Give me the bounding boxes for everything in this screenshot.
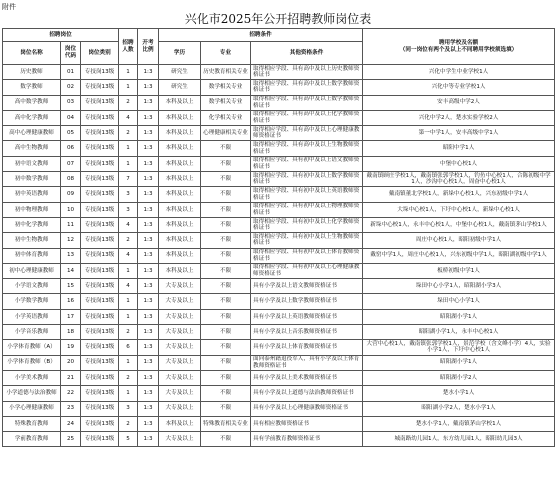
ratio-cell: 1:3 (138, 416, 159, 431)
other-conditions-cell: 取得相应学段、具有初中及以上物理教师资格证书 (251, 202, 363, 217)
header-condition-group: 招聘条件 (159, 29, 363, 42)
education-cell: 大专及以上 (159, 355, 201, 370)
post-name-cell: 初中数学教师 (3, 172, 61, 187)
ratio-cell: 1:3 (138, 325, 159, 340)
ratio-cell: 1:3 (138, 263, 159, 278)
header-major: 专业 (201, 42, 251, 65)
post-type-cell: 专技岗13级 (81, 80, 119, 95)
other-conditions-cell: 取得相应学段、具有初中及以上语文教师资格证书 (251, 156, 363, 171)
count-cell: 2 (119, 233, 138, 248)
school-cell: 大垛中心校1人，下圩中心校1人，新垛中心校1人 (363, 202, 555, 217)
post-type-cell: 专技岗13级 (81, 325, 119, 340)
post-name-cell: 初中体育教师 (3, 248, 61, 263)
count-cell: 2 (119, 126, 138, 141)
ratio-cell: 1:3 (138, 279, 159, 294)
post-type-cell: 专技岗13级 (81, 202, 119, 217)
school-cell: 昭阳中学1人 (363, 141, 555, 156)
table-row (3, 355, 555, 370)
table-row (3, 279, 555, 294)
school-cell: 昭阳湖小学1人，永丰中心校1人 (363, 325, 555, 340)
ratio-cell: 1:3 (138, 187, 159, 202)
other-conditions-cell: 取得相应学段、具有初中及以上体育教师资格证书 (251, 248, 363, 263)
count-cell: 4 (119, 279, 138, 294)
post-code-cell: 25 (61, 432, 81, 447)
major-cell: 数学相关专业 (201, 95, 251, 110)
count-cell: 5 (119, 432, 138, 447)
post-name-cell: 初中语文教师 (3, 156, 61, 171)
table-row (3, 233, 555, 248)
ratio-cell: 1:3 (138, 340, 159, 355)
post-name-cell: 小学英语教师 (3, 309, 61, 324)
post-name-cell: 高中化学教师 (3, 110, 61, 125)
post-code-cell: 02 (61, 80, 81, 95)
other-conditions-cell: 取得相应学段、具有初中及以上化学教师资格证书 (251, 217, 363, 232)
post-code-cell: 10 (61, 202, 81, 217)
post-code-cell: 21 (61, 370, 81, 385)
post-code-cell: 06 (61, 141, 81, 156)
major-cell: 心理健康相关专业 (201, 126, 251, 141)
other-conditions-cell: 取得相应学段、具有初中及以上数学教师资格证书 (251, 172, 363, 187)
school-cell: 昭阳湖小学1人 (363, 309, 555, 324)
header-post-group: 招聘岗位 (3, 29, 119, 42)
ratio-cell: 1:3 (138, 110, 159, 125)
post-name-cell: 小学心理健康教师 (3, 401, 61, 416)
other-conditions-cell: 取得相应学段、具有高中及以上数学教师资格证书 (251, 80, 363, 95)
count-cell: 6 (119, 340, 138, 355)
ratio-cell: 1:3 (138, 217, 159, 232)
count-cell: 1 (119, 156, 138, 171)
table-row (3, 126, 555, 141)
header-ratio: 开考比例 (138, 29, 159, 65)
table-row (3, 386, 555, 401)
post-type-cell: 专技岗13级 (81, 187, 119, 202)
other-conditions-cell: 具有小学及以上音乐教师资格证书 (251, 325, 363, 340)
post-code-cell: 08 (61, 172, 81, 187)
major-cell: 特殊教育相关专业 (201, 416, 251, 431)
school-cell: 城南路幼儿园1人，东方幼儿园1人，昭阳幼儿园3人 (363, 432, 555, 447)
post-name-cell: 初中化学教师 (3, 217, 61, 232)
count-cell: 2 (119, 325, 138, 340)
table-row (3, 217, 555, 232)
major-cell: 不限 (201, 187, 251, 202)
post-code-cell: 16 (61, 294, 81, 309)
table-row (3, 370, 555, 385)
count-cell: 2 (119, 370, 138, 385)
education-cell: 大专及以上 (159, 309, 201, 324)
ratio-cell: 1:3 (138, 156, 159, 171)
count-cell: 3 (119, 202, 138, 217)
post-name-cell: 小学道德与法治教师 (3, 386, 61, 401)
post-name-cell: 小学美术教师 (3, 370, 61, 385)
post-code-cell: 12 (61, 233, 81, 248)
post-code-cell: 18 (61, 325, 81, 340)
post-code-cell: 23 (61, 401, 81, 416)
post-type-cell: 专技岗13级 (81, 294, 119, 309)
other-conditions-cell: 取得相应学段、具有初中及以上英语教师资格证书 (251, 187, 363, 202)
ratio-cell: 1:3 (138, 95, 159, 110)
ratio-cell: 1:3 (138, 65, 159, 80)
table-row (3, 416, 555, 431)
count-cell: 1 (119, 80, 138, 95)
header-education: 学历 (159, 42, 201, 65)
major-cell: 不限 (201, 233, 251, 248)
post-type-cell: 专技岗13级 (81, 217, 119, 232)
header-school-title: 聘用学校及名额 (438, 39, 479, 46)
post-name-cell: 初中物理教师 (3, 202, 61, 217)
other-conditions-cell: 取得相应学段、具有高中及以上历史教师资格证书 (251, 65, 363, 80)
table-row (3, 263, 555, 278)
table-row (3, 401, 555, 416)
other-conditions-cell: 取得相应学段、具有初中及以上心理健康教师资格证书 (251, 263, 363, 278)
major-cell: 数学相关专业 (201, 80, 251, 95)
major-cell: 不限 (201, 309, 251, 324)
school-cell: 第一中学1人，安丰高级中学1人 (363, 126, 555, 141)
post-type-cell: 专技岗13级 (81, 263, 119, 278)
major-cell: 不限 (201, 340, 251, 355)
table-row (3, 156, 555, 171)
education-cell: 本科及以上 (159, 141, 201, 156)
count-cell: 1 (119, 263, 138, 278)
other-conditions-cell: 具有学前教育教师资格证书 (251, 432, 363, 447)
school-cell: 昭阳湖小学1人 (363, 355, 555, 370)
major-cell: 不限 (201, 172, 251, 187)
post-code-cell: 19 (61, 340, 81, 355)
table-row (3, 95, 555, 110)
count-cell: 3 (119, 187, 138, 202)
ratio-cell: 1:3 (138, 248, 159, 263)
major-cell: 不限 (201, 355, 251, 370)
post-code-cell: 09 (61, 187, 81, 202)
education-cell: 本科及以上 (159, 263, 201, 278)
post-code-cell: 22 (61, 386, 81, 401)
table-row (3, 172, 555, 187)
other-conditions-cell: 具有小学及以上数学教师资格证书 (251, 294, 363, 309)
education-cell: 本科及以上 (159, 416, 201, 431)
education-cell: 本科及以上 (159, 187, 201, 202)
header-post-code: 岗位代码 (61, 42, 81, 65)
education-cell: 大专及以上 (159, 294, 201, 309)
school-cell: 兴化中等专业学校1人 (363, 80, 555, 95)
table-row (3, 202, 555, 217)
post-name-cell: 初中英语教师 (3, 187, 61, 202)
post-type-cell: 专技岗13级 (81, 95, 119, 110)
school-cell: 垛田中心小学1人 (363, 294, 555, 309)
education-cell: 本科及以上 (159, 110, 201, 125)
school-cell: 戴窑中学1人，周庄中心校1人，兴东初级中学1人，昭阳湖初级中学1人 (363, 248, 555, 263)
school-cell: 楚水小学1人 (363, 386, 555, 401)
post-type-cell: 专技岗13级 (81, 340, 119, 355)
education-cell: 本科及以上 (159, 233, 201, 248)
post-code-cell: 01 (61, 65, 81, 80)
other-conditions-cell: 取得相应学段、具有高中及以上心理健康教师资格证书 (251, 126, 363, 141)
education-cell: 大专及以上 (159, 432, 201, 447)
table-row (3, 248, 555, 263)
other-conditions-cell: 具有小学及以上英语教师资格证书 (251, 309, 363, 324)
education-cell: 本科及以上 (159, 95, 201, 110)
post-type-cell: 专技岗13级 (81, 416, 119, 431)
education-cell: 本科及以上 (159, 202, 201, 217)
table-row (3, 65, 555, 80)
other-conditions-cell: 具有小学及以上体育教师资格证书 (251, 340, 363, 355)
ratio-cell: 1:3 (138, 80, 159, 95)
major-cell: 不限 (201, 202, 251, 217)
education-cell: 大专及以上 (159, 325, 201, 340)
major-cell: 不限 (201, 325, 251, 340)
education-cell: 大专及以上 (159, 279, 201, 294)
post-name-cell: 小学数学教师 (3, 294, 61, 309)
table-row (3, 432, 555, 447)
other-conditions-cell: 取得相应学段、具有高中及以上化学教师资格证书 (251, 110, 363, 125)
post-name-cell: 高中数学教师 (3, 95, 61, 110)
post-code-cell: 13 (61, 248, 81, 263)
table-row (3, 141, 555, 156)
post-name-cell: 小学体育教师（A） (3, 340, 61, 355)
post-name-cell: 学前教育教师 (3, 432, 61, 447)
other-conditions-cell: 具有相应教师资格证书 (251, 416, 363, 431)
major-cell: 不限 (201, 279, 251, 294)
school-cell: 戴南镇顾庄学校1人，戴南镇张郭学校1人，钓鱼中心校1人，合陈初级中学1人，沙沟中心校1人，周奋中心校1人 (363, 172, 555, 187)
count-cell: 7 (119, 172, 138, 187)
table-row (3, 80, 555, 95)
post-code-cell: 24 (61, 416, 81, 431)
post-type-cell: 专技岗13级 (81, 233, 119, 248)
table-row (3, 110, 555, 125)
education-cell: 大专及以上 (159, 370, 201, 385)
post-type-cell: 专技岗13级 (81, 141, 119, 156)
post-name-cell: 初中生物教师 (3, 233, 61, 248)
school-cell: 楚水小学1人，戴南镇茅山学校1人 (363, 416, 555, 431)
post-type-cell: 专技岗13级 (81, 248, 119, 263)
header-school (363, 29, 555, 65)
ratio-cell: 1:3 (138, 233, 159, 248)
count-cell: 4 (119, 217, 138, 232)
school-cell: 昭阳湖小学2人 (363, 370, 555, 385)
school-cell: 新垛中心校1人，永丰中心校1人，中堡中心校1人，戴南镇茅山学校1人 (363, 217, 555, 232)
header-other-conditions: 其他资格条件 (251, 42, 363, 65)
major-cell: 不限 (201, 370, 251, 385)
ratio-cell: 1:3 (138, 386, 159, 401)
count-cell: 1 (119, 65, 138, 80)
count-cell: 1 (119, 294, 138, 309)
education-cell: 本科及以上 (159, 248, 201, 263)
school-cell: 安丰高级中学2人 (363, 95, 555, 110)
education-cell: 本科及以上 (159, 172, 201, 187)
major-cell: 不限 (201, 432, 251, 447)
school-cell: 戴南镇董北学校1人，新垛中心校1人，兴东初级中学1人 (363, 187, 555, 202)
ratio-cell: 1:3 (138, 202, 159, 217)
table-row (3, 340, 555, 355)
ratio-cell: 1:3 (138, 432, 159, 447)
post-type-cell: 专技岗13级 (81, 355, 119, 370)
header-post-type: 岗位类别 (81, 42, 119, 65)
count-cell: 2 (119, 95, 138, 110)
ratio-cell: 1:3 (138, 294, 159, 309)
ratio-cell: 1:3 (138, 141, 159, 156)
post-type-cell: 专技岗13级 (81, 172, 119, 187)
page-title: 兴化市2025年公开招聘教师岗位表 (184, 12, 372, 26)
post-type-cell: 专技岗13级 (81, 279, 119, 294)
education-cell: 研究生 (159, 80, 201, 95)
post-code-cell: 14 (61, 263, 81, 278)
education-cell: 大专及以上 (159, 340, 201, 355)
education-cell: 研究生 (159, 65, 201, 80)
school-cell: 昭阳湖小学2人，楚水小学1人 (363, 401, 555, 416)
education-cell: 大专及以上 (159, 401, 201, 416)
post-type-cell: 专技岗13级 (81, 65, 119, 80)
attachment-label: 附件 (2, 3, 16, 11)
post-code-cell: 20 (61, 355, 81, 370)
post-name-cell: 小学音乐教师 (3, 325, 61, 340)
header-count: 招聘人数 (119, 29, 138, 65)
post-type-cell: 专技岗13级 (81, 370, 119, 385)
school-cell: 大营中心校1人，戴南镇张郭学校1人，景范学校（含文峰小学）4人，实验小学1人，下圩中心校1人 (363, 340, 555, 355)
school-cell: 垛田中心小学1人，昭阳湖小学3人 (363, 279, 555, 294)
post-name-cell: 高中生物教师 (3, 141, 61, 156)
school-cell: 板桥初级中学1人 (363, 263, 555, 278)
other-conditions-cell: 取得相应学段、具有高中及以上数学教师资格证书 (251, 95, 363, 110)
ratio-cell: 1:3 (138, 370, 159, 385)
ratio-cell: 1:3 (138, 126, 159, 141)
post-type-cell: 专技岗13级 (81, 126, 119, 141)
post-name-cell: 数学教师 (3, 80, 61, 95)
count-cell: 1 (119, 309, 138, 324)
education-cell: 本科及以上 (159, 126, 201, 141)
post-type-cell: 专技岗13级 (81, 309, 119, 324)
other-conditions-cell: 取得相应学段、具有高中及以上生物教师资格证书 (251, 141, 363, 156)
post-name-cell: 初中心理健康教师 (3, 263, 61, 278)
count-cell: 4 (119, 110, 138, 125)
post-code-cell: 07 (61, 156, 81, 171)
other-conditions-cell: 取得相应学段、具有初中及以上生物教师资格证书 (251, 233, 363, 248)
major-cell: 不限 (201, 294, 251, 309)
post-name-cell: 历史教师 (3, 65, 61, 80)
positions-table (2, 28, 555, 447)
post-name-cell: 高中心理健康教师 (3, 126, 61, 141)
major-cell: 不限 (201, 217, 251, 232)
major-cell: 化学相关专业 (201, 110, 251, 125)
post-code-cell: 11 (61, 217, 81, 232)
major-cell: 不限 (201, 386, 251, 401)
ratio-cell: 1:3 (138, 172, 159, 187)
other-conditions-cell: 具有小学及以上美术教师资格证书 (251, 370, 363, 385)
count-cell: 1 (119, 141, 138, 156)
post-type-cell: 专技岗13级 (81, 386, 119, 401)
other-conditions-cell: 具有小学及以上心理健康教师资格证书 (251, 401, 363, 416)
count-cell: 2 (119, 416, 138, 431)
major-cell: 不限 (201, 263, 251, 278)
other-conditions-cell: 面向泰州籍退役军人，具有小学及以上体育教师资格证书 (251, 355, 363, 370)
table-row (3, 187, 555, 202)
school-cell: 兴化中学2人，楚水实验学校2人 (363, 110, 555, 125)
education-cell: 本科及以上 (159, 156, 201, 171)
post-code-cell: 03 (61, 95, 81, 110)
post-type-cell: 专技岗13级 (81, 432, 119, 447)
header-post-name: 岗位名称 (3, 42, 61, 65)
post-type-cell: 专技岗13级 (81, 401, 119, 416)
ratio-cell: 1:3 (138, 401, 159, 416)
count-cell: 1 (119, 386, 138, 401)
post-code-cell: 04 (61, 110, 81, 125)
post-type-cell: 专技岗13级 (81, 156, 119, 171)
major-cell: 不限 (201, 156, 251, 171)
ratio-cell: 1:3 (138, 309, 159, 324)
count-cell: 3 (119, 401, 138, 416)
other-conditions-cell: 具有小学及以上语文教师资格证书 (251, 279, 363, 294)
table-row (3, 325, 555, 340)
post-code-cell: 17 (61, 309, 81, 324)
education-cell: 大专及以上 (159, 386, 201, 401)
table-row (3, 294, 555, 309)
major-cell: 不限 (201, 248, 251, 263)
table-row (3, 309, 555, 324)
count-cell: 1 (119, 355, 138, 370)
post-name-cell: 小学语文教师 (3, 279, 61, 294)
ratio-cell: 1:3 (138, 355, 159, 370)
post-type-cell: 专技岗13级 (81, 110, 119, 125)
major-cell: 不限 (201, 401, 251, 416)
post-name-cell: 特殊教育教师 (3, 416, 61, 431)
other-conditions-cell: 具有小学及以上道德与法治教师资格证书 (251, 386, 363, 401)
post-code-cell: 15 (61, 279, 81, 294)
school-cell: 中堡中心校1人 (363, 156, 555, 171)
header-school-subtitle: （同一岗位有两个及以上不同聘用学校须选填） (399, 46, 518, 53)
education-cell: 本科及以上 (159, 217, 201, 232)
major-cell: 不限 (201, 141, 251, 156)
count-cell: 4 (119, 248, 138, 263)
post-name-cell: 小学体育教师（B） (3, 355, 61, 370)
post-code-cell: 05 (61, 126, 81, 141)
school-cell: 周庄中心校1人，昭阳初级中学1人 (363, 233, 555, 248)
major-cell: 历史教育相关专业 (201, 65, 251, 80)
school-cell: 兴化中学生中业学校1人 (363, 65, 555, 80)
